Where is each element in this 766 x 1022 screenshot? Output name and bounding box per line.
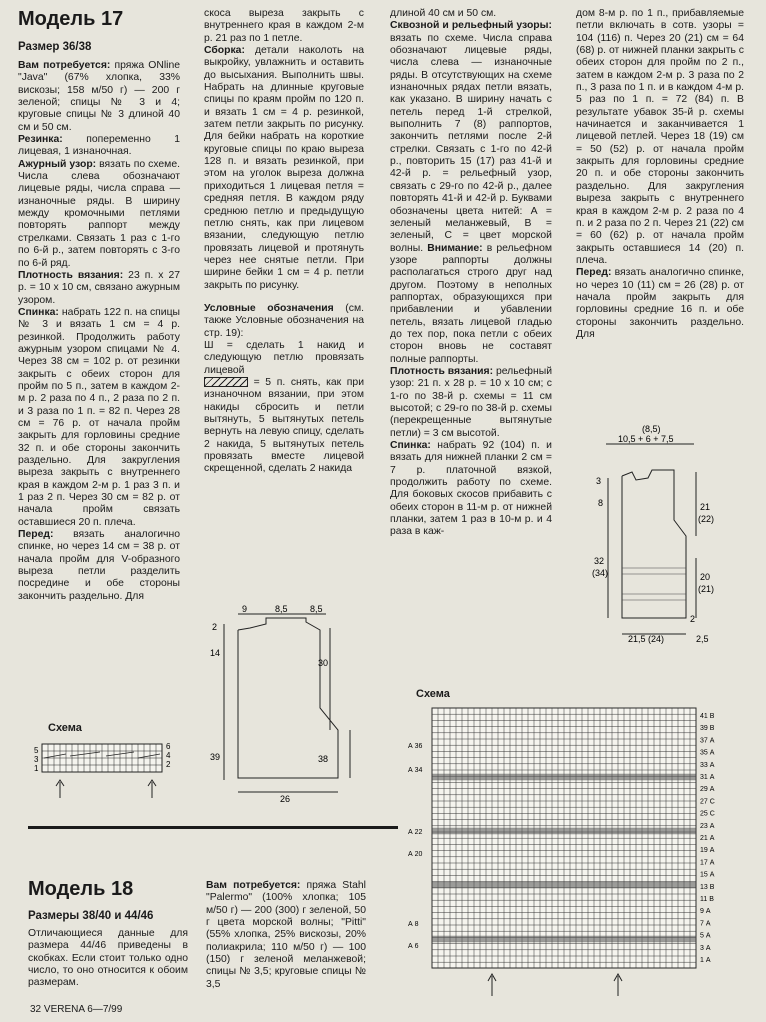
paragraph-assembly [204,45,364,292]
row-label: 33 А [700,761,715,769]
cross-stitch-symbol-icon [204,377,248,387]
dim-right-1: 21 [700,502,711,512]
paragraph-rib [18,134,180,159]
label: Спинка: [390,440,431,452]
model17-column-1 [18,60,180,603]
row-label: 6 [166,742,171,751]
row-label: 35 А [700,749,715,757]
label: Вам потребуется: [18,60,111,71]
text: попеременно 1 лицевая, 1 изнаночная. [18,134,180,158]
paragraph-front-2 [576,267,744,341]
text: рельефный узор: 21 п. х 28 р. = 10 х 10 см; с 1-го по 38-й р. схемы = 11 см высотой; с 29-го по 38-й р. схемы (перекрещенные вытянутые петли) = 3 см высотой. [390,365,552,439]
pattern-schematic-2 [584,418,734,646]
schema-2-chart [404,704,750,1000]
row-label: 13 В [700,883,715,891]
row-label: А 22 [408,829,423,836]
row-label: 5 А [700,932,711,940]
paragraph-materials [18,60,180,134]
label: Перед: [18,529,54,541]
label: Внимание: [427,242,483,254]
dim-right-2: 38 [318,754,329,764]
row-label: 29 А [700,786,715,794]
row-label: 21 А [700,835,715,842]
text: вязать аналогично спинке, но через 14 см = 38 р. от начала пройм для V-образного выреза петли разделить посредине и обе стороны закончить раздельно. Для [18,529,180,602]
label: Резинка: [18,134,63,146]
text: вязать по схеме. Числа справа обозначают лицевые ряды, числа слева — изнаночные ряды. В отсутствующих на схеме изнаночных рядах петли вязать, как указано. В ширину начать с петель перед 1-й стрелкой, выполнить 7 (8) раппортов, закончить петлями после 2-й стрелки. Связать с 1-го по 42-й р., повторить 15 (17) раз 41-й и 42-й р. = рельефный узор, связать с 29-го по 42-й р., далее повторять 41-й и 42-й р. Буквами обозначены цвета нитей: А = зеленый меланжевый, В = зеленый, С = цвет морской волны. [390,32,552,254]
model17-title: Модель 17 [18,8,124,30]
text: вязать по схеме. Числа слева обозначают лицевые ряды, числа справа — изнаночные ряды. В ширину между кромочными петлями повторять раппорт между стрелками. Связать 1 раз с 1-го по 6-й р., затем повторять с 3-го по 6-й ряд. [18,158,180,269]
model17-size: Размер 36/38 [18,41,92,53]
arrow-up-icon [56,780,64,798]
label: Вам потребуется: [206,880,301,891]
text: = сделать 1 накид и следующую петлю провязать лицевой [204,339,364,376]
dim-right-1: 30 [318,658,329,668]
row-label: 5 [34,746,39,755]
dim-bottom: 21,5 (24) [628,634,665,644]
paragraph-materials [206,880,366,991]
dim-left-1: 3 [596,476,602,486]
row-label: 31 А [700,774,715,781]
row-label: 37 А [700,737,715,745]
label: Сборка: [204,45,245,57]
row-label: 23 А [700,822,715,830]
dim-right-2b: (21) [698,584,715,594]
dim-left-2: 14 [210,648,221,658]
row-label: 1 А [700,957,711,964]
model18-materials [206,880,366,991]
row-label: А 8 [408,921,419,928]
dim-left-2: 8 [598,498,604,508]
text: длиной 40 см и 50 см. [390,8,497,19]
row-label: 27 С [700,798,715,806]
arrow-up-icon [488,974,496,996]
dim-left-3: 39 [210,752,221,762]
dim-right-3: 2 [690,614,696,624]
legend-item-yarnover [204,340,364,377]
row-label: 3 А [700,944,711,952]
dim-bottom: 26 [280,794,291,804]
text: 23 п. х 27 р. = 10 х 10 см, связано ажурным узором. [18,269,181,306]
dim-top-1: 9 [242,604,248,614]
text: дом 8-м р. по 1 п., прибавляемые петли включать в сотв. узоры = 104 (116) п. Через 20 (21) см = 64 (68) р. от нижней планки закрыть с обеих сторон для пройм по 2 п., затем в каждом 2-м р. 3 раза по 2 п., 3 раза по 1 п. и в каждом 4-м р. 5 раз по 1 п. = 72 (84) п. В результате убавок 35-й р. схемы начинается и заканчивается 1 лицевой петлей. Через 18 (19) см = 50 (52) р. от начала пройм закрыть для горловины средние 20 п. и обе стороны закончить раздельно. Для закругления выреза закрыть с внутреннего края в каждом 2-м р. 2 раза по 4 п. и 2 раза по 2 п. Через 21 (22) см = 60 (62) р. от начала пройм закрыть оставшиеся 14 (20) п. плеча. [576,8,744,266]
label: Спинка: [18,306,59,318]
row-label: А 20 [408,851,423,858]
text: вязать аналогично спинке, но через 10 (11) см = 26 (28) р. от начала пройм закрыть для горловины средние 16 п. и обе стороны закончить раздельно. Для [576,267,744,340]
paragraph-gauge-2 [390,366,552,440]
arrow-up-icon [614,974,622,996]
row-label: 17 А [700,859,715,867]
schema-1-title: Схема [48,722,82,734]
text: пряжа Stahl "Palermo" (100% хлопка; 105 м/50 г) — 200 (300) г зеленой, 50 г цвета морской волны; "Pitti" (55% хлопка, 25% вискозы, 20% полиакрила; 110 м/50 г) — 100 (150) г зеленой меланжевой; спицы № 3,5; круговые спицы № 3,5 [206,880,366,990]
paragraph-front [18,529,180,603]
row-label: 4 [166,751,171,760]
dim-top-2: 10,5 + 6 + 7,5 [618,434,674,444]
paragraph-patterns [390,20,552,366]
dim-right-2: 20 [700,572,711,582]
row-label: А 6 [408,943,419,950]
row-label: 15 А [700,871,715,879]
dim-left-1: 2 [212,622,218,632]
schema-2-title: Схема [416,688,450,700]
row-label: 41 В [700,713,715,720]
label: Ажурный узор: [18,158,97,170]
row-label: 11 В [700,896,714,903]
label: Перед: [576,267,612,279]
dim-left-3b: (34) [592,568,609,578]
label: Плотность вязания: [390,365,494,377]
paragraph-increases [576,8,744,267]
paragraph-legend-title [204,303,364,340]
label: Условные обозначения [204,302,334,314]
dim-right-1b: (22) [698,514,715,524]
paragraph-back [18,307,180,529]
model17-column-4 [576,8,744,341]
model18-title: Модель 18 [28,878,134,900]
row-label: 7 А [700,920,711,928]
row-label: 19 А [700,847,715,855]
dim-bottom-2: 2,5 [696,634,709,644]
section-divider [28,826,398,829]
legend-item-cross [204,377,364,476]
schema-1-chart [30,740,180,802]
model17-column-2 [204,8,364,476]
paragraph-length [390,8,552,20]
model18-sizes: Размеры 38/40 и 44/46 [28,910,154,922]
text: набрать 92 (104) п. и вязать для нижней планки 2 см = 7 р. платочной вязкой, продолжить работу по схеме. Для боковых скосов прибавить с обеих сторон в 11-м р. от нижней планки, затем 1 раз в 10-м р. и 4 раза в каж- [390,440,552,538]
row-label: 2 [166,760,171,769]
dim-left-3: 32 [594,556,605,566]
text: скоса выреза закрыть с внутреннего края в каждом 2-м р. 21 раз по 1 петле. [204,8,364,44]
paragraph-neck [204,8,364,45]
text: пряжа ONline "Java" (67% хлопка, 33% вискозы; 158 м/50 г) — 200 г зеленой; спицы № 3 и 4; круговые спицы № 3 длиной 40 см и 50 см. [18,60,180,133]
pattern-schematic-1 [210,600,360,810]
text: (см. также Условные обозначения на стр. 19): [204,302,364,339]
dim-top: (8,5) [642,424,661,434]
label: Плотность вязания: [18,269,124,281]
row-label: 3 [34,755,39,764]
label: Сквозной и рельефный узоры: [390,20,552,32]
row-label: А 34 [408,767,423,774]
paragraph-back-2 [390,440,552,539]
text: набрать 122 п. на спицы № 3 и вязать 1 см = 4 р. резинкой. Продолжить работу ажурным узором спицами № 4. Через 38 см = 102 р. от резинки закрыть с обеих сторон для пройм по 5 п., затем в каждом 2-м р. 2 раза по 4 п., 2 раза по 2 п. и 3 раза по 1 п. = 82 п. Через 28 см = 76 р. от начала пройм закрыть для горловины средние 32 п. и обе стороны закончить раздельно. Для закругления выреза закрыть с внутреннего края в каждом 2-м р. 1 раз 3 п. и 1 раз 2 п. Через 30 см = 82 р. от начала пройм связать оставшиеся 20 п. плеча. [18,306,180,528]
model17-column-3 [390,8,552,539]
text: = 5 п. снять, как при изнаночном вязании, при этом накиды сбросить и петли вытянуть, 5 вытянутых петель вернуть на левую спицу, сделать 2 накида, 5 вытянутых петель провязать вместе лицевой скрещенной, сделать 2 накида [204,376,364,475]
pattern-outline [622,470,686,618]
row-label: 25 С [700,810,715,818]
row-label: 39 В [700,725,715,733]
text: детали наколоть на выкройку, увлажнить и оставить до высыхания. Выполнить швы. Набрать на длинные круговые спицы по краям пройм по 120 п. и вязать 1 см = 4 р. резинкой, затем петли закрыть по рисунку. Для бейки набрать на короткие круговые спицы по краю выреза 128 п. и вязать резинкой, при этом на уголок выреза должна приходиться 1 лицевая петля = средняя петля. В каждом ряду среднюю петлю и предыдущую петлю снять, как при лицевом вязании, следующую петлю провязать лицевой и протянуть через нее снятые петли. При ширине бейки 1 см = 4 р. петли закрыть по рисунку. [204,45,364,291]
paragraph-gauge [18,270,180,307]
paragraph-lace [18,159,180,270]
yarnover-symbol-icon: Ш [204,339,214,351]
page-footer: 32 VERENA 6—7/99 [30,1004,123,1015]
dim-top-3: 8,5 [310,604,323,614]
text: в рельефном узоре раппорты должны располагаться строго друг над другом. Поэтому в неполных раппортах, образующихся при прибавлении и убавлении петель, вязать лицевой гладью до тех пор, пока петли с обеих сторон вновь не составят полные раппорты. [390,242,552,365]
row-label: 9 А [700,908,711,916]
arrow-up-icon [148,780,156,798]
model18-note: Отличающиеся данные для размера 44/46 приведены в скобках. Если стоит только одно число, то оно относится к обоим размерам. [28,928,188,989]
dim-top-2: 8,5 [275,604,288,614]
row-label: 1 [34,764,39,773]
row-label: А 36 [408,743,423,750]
